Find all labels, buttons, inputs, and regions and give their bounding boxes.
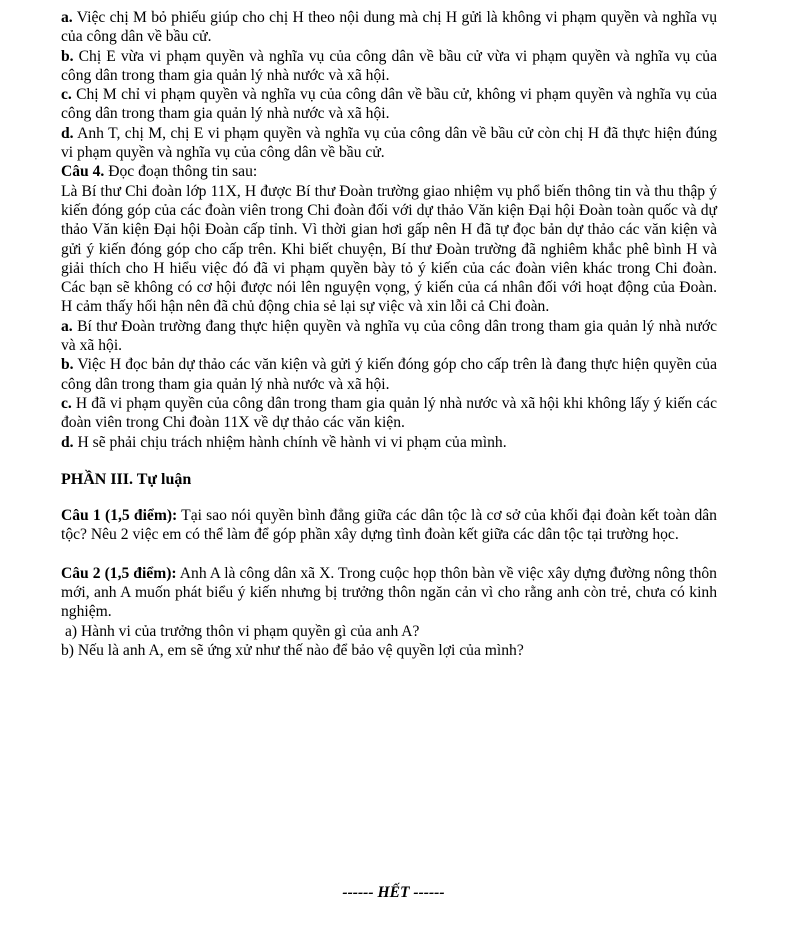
q4-option-d: [61, 433, 717, 452]
question-text: Anh A là công dân xã X. Trong cuộc họp thôn bàn về việc xây dựng đường nông thôn mới, anh A muốn phát biểu ý kiến nhưng bị trưởng thôn ngăn cản vì cho rằng anh còn trẻ, chưa có kinh nghiệm.: [61, 564, 717, 621]
option-text: Anh T, chị M, chị E vi phạm quyền và nghĩa vụ của công dân về bầu cử còn chị H đã thực hiện đúng vi phạm quyền và nghĩa vụ của công dân về bầu cử.: [61, 124, 717, 162]
spacer: [61, 489, 717, 506]
essay-question-2-sub-a: a) Hành vi của trưởng thôn vi phạm quyền gì của anh A?: [65, 622, 420, 640]
option-text: Chị E vừa vi phạm quyền và nghĩa vụ của công dân về bầu cử vừa vi phạm quyền và nghĩa vụ của công dân trong tham gia quản lý nhà nước và xã hội.: [61, 47, 717, 84]
question-label: Câu 2 (1,5 điểm):: [61, 564, 177, 582]
question-prompt: Đọc đoạn thông tin sau:: [108, 163, 258, 181]
essay-question-2-sub-b: b) Nếu là anh A, em sẽ ứng xử như thế nào để bảo vệ quyền lợi của mình?: [61, 641, 524, 659]
question-text: Tại sao nói quyền bình đẳng giữa các dân tộc là cơ sở của khối đại đoàn kết toàn dân tộc? Nêu 2 việc em có thể làm để góp phần xây dựng tình đoàn kết giữa các dân tộc tại trường học.: [61, 507, 717, 544]
option-label: c.: [61, 394, 72, 412]
option-text: Việc chị M bỏ phiếu giúp cho chị H theo nội dung mà chị H gửi là không vi phạm quyền và nghĩa vụ của công dân về bầu cử.: [61, 9, 717, 46]
option-label: a.: [61, 9, 73, 26]
spacer: [61, 452, 717, 470]
q3-option-d: [61, 124, 717, 163]
option-text: Chị M chỉ vi phạm quyền và nghĩa vụ của công dân về bầu cử, không vi phạm quyền và nghĩa vụ của công dân trong tham gia quản lý nhà nước và xã hội.: [61, 86, 717, 123]
part3-heading: PHẦN III. Tự luận: [61, 470, 192, 488]
option-text: Việc H đọc bản dự thảo các văn kiện và gửi ý kiến đóng góp cho cấp trên là đang thực hiện quyền của công dân trong tham gia quản lý nhà nước và xã hội.: [61, 356, 717, 393]
question-label: Câu 1 (1,5 điểm):: [61, 507, 178, 525]
q4-option-c: [61, 394, 717, 433]
q3-option-c: [61, 85, 717, 124]
option-label: d.: [61, 124, 74, 142]
option-label: b.: [61, 47, 74, 65]
question-label: Câu 4.: [61, 163, 105, 181]
end-mark: ------ HẾT ------: [342, 884, 445, 901]
spacer: [61, 545, 717, 564]
option-text: H sẽ phải chịu trách nhiệm hành chính về hành vi vi phạm của mình.: [77, 433, 507, 451]
q3-option-b: [61, 47, 717, 86]
option-text: H đã vi phạm quyền của công dân trong tham gia quản lý nhà nước và xã hội khi không lấy ý kiến các đoàn viên trong Chi đoàn 11X về dự thảo các văn kiện.: [61, 394, 717, 432]
option-label: c.: [61, 86, 72, 104]
q4-title: [61, 162, 717, 181]
option-text: Bí thư Đoàn trường đang thực hiện quyền và nghĩa vụ của công dân trong tham gia quản lý nhà nước và xã hội.: [61, 317, 717, 355]
q4-option-b: [61, 355, 717, 394]
option-label: a.: [61, 317, 73, 335]
option-label: d.: [61, 433, 74, 451]
essay-question-2: [61, 564, 717, 622]
q4-passage: Là Bí thư Chi đoàn lớp 11X, H được Bí thư Đoàn trường giao nhiệm vụ phổ biến thông tin và thu thập ý kiến đóng góp của các đoàn viên trong Chi đoàn đối với dự thảo Văn kiện Đại hội Đoàn toàn quốc và dự thảo Văn kiện Đại hội Đoàn cấp tỉnh. Vì thời gian hơi gấp nên H đã tự đọc bản dự thảo các văn kiện và gửi ý kiến đóng góp cho cấp trên. Khi biết chuyện, Bí thư Đoàn trường đã nghiêm khắc phê bình H và giải thích cho H hiểu việc đó đã vi phạm quyền bày tỏ ý kiến của các đoàn viên khác trong Chi đoàn. Các bạn sẽ không có cơ hội được nói lên nguyện vọng, ý kiến của cá nhân đối với hoạt động của Đoàn. H cảm thấy hối hận nên đã chủ động chia sẻ lại sự việc và xin lỗi cả Chi đoàn.: [61, 182, 717, 316]
exam-page: [61, 8, 717, 660]
essay-question-1: [61, 506, 717, 545]
option-label: b.: [61, 356, 74, 374]
q4-option-a: [61, 317, 717, 356]
q3-option-a: [61, 8, 717, 47]
